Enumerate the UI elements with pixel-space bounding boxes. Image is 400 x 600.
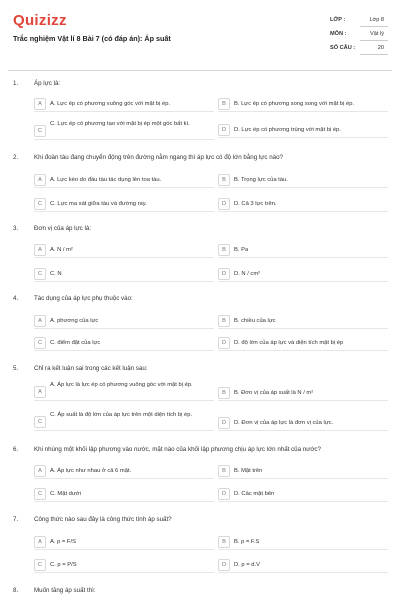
lop-value: Lớp 8 <box>369 17 384 23</box>
option-a[interactable]: A A. p = F/S <box>34 534 214 550</box>
question-text: Tác dụng của áp lực phụ thuộc vào: <box>34 295 133 302</box>
question-number: 1. <box>13 80 19 87</box>
option-b[interactable]: B B. Mặt trên <box>218 463 388 479</box>
option-b[interactable]: B B. p = F.S <box>218 534 388 550</box>
option-d[interactable]: D D. p = d.V <box>218 557 388 573</box>
header <box>0 0 400 72</box>
option-d[interactable]: D D. Các mặt bên <box>218 486 388 502</box>
option-a[interactable]: A A. Áp lực như nhau ở cả 6 mặt. <box>34 463 214 479</box>
question-number: 7. <box>13 516 19 523</box>
option-c[interactable]: C C. Áp suất là độ lớn của áp lực trên một diện tích bị ép. <box>34 411 214 431</box>
option-a[interactable]: A A. Lực kéo do đầu tàu tác dụng lên toa tàu. <box>34 172 214 188</box>
option-d[interactable]: D D. N / cm² <box>218 266 388 282</box>
page-title: Trắc nghiệm Vật lí 8 Bài 7 (có đáp án): Áp suất <box>13 34 171 43</box>
question-text: Khi đoàn tàu đang chuyển động trên đường nằm ngang thì áp lực có độ lớn bằng lực nào? <box>34 154 283 161</box>
option-b[interactable]: B B. Pa <box>218 242 388 258</box>
option-b[interactable]: B B. Lực ép có phương song song với mặt bị ép. <box>218 96 388 112</box>
option-a[interactable]: A A. phương của lực <box>34 313 214 329</box>
option-a[interactable]: A A. Lực ép có phương vuông góc với mặt bị ép. <box>34 96 214 112</box>
quizizz-logo: Quizizz <box>13 12 67 29</box>
question-text: Đơn vị của áp lực là: <box>34 225 92 232</box>
option-a[interactable]: A A. N / m² <box>34 242 214 258</box>
option-a[interactable]: A A. Áp lực là lực ép có phương vuông góc với mặt bị ép. <box>34 381 214 401</box>
option-c[interactable]: C C. Mặt dưới <box>34 486 214 502</box>
option-c[interactable]: C C. Lực ma sát giữa tàu và đường ray. <box>34 196 214 212</box>
question-text: Công thức nào sau đây là công thức tính áp suất? <box>34 516 172 523</box>
option-d[interactable]: D D. độ lớn của áp lực và diện tích mặt bị ép <box>218 335 388 351</box>
socau-label: SỐ CÂU : <box>330 45 356 51</box>
socau-value: 20 <box>377 45 384 51</box>
question-text: Áp lực là: <box>34 80 61 87</box>
question-number: 2. <box>13 154 19 161</box>
mon-label: MÔN : <box>330 31 347 37</box>
mon-value: Vật lý <box>370 31 384 37</box>
question-number: 5. <box>13 365 19 372</box>
option-c[interactable]: C C. Lực ép có phương tạo với mặt bị ép một góc bất kì. <box>34 120 214 140</box>
question-number: 3. <box>13 225 19 232</box>
option-d[interactable]: D D. Đơn vị của áp lực là đơn vị của lực. <box>218 415 388 431</box>
question-text: Chỉ ra kết luận sai trong các kết luận sau: <box>34 365 148 372</box>
question-number: 4. <box>13 295 19 302</box>
option-c[interactable]: C C. điểm đặt của lực <box>34 335 214 351</box>
header-divider <box>8 70 392 71</box>
question-number: 6. <box>13 446 19 453</box>
option-c[interactable]: C C. N <box>34 266 214 282</box>
question-text: Muốn tăng áp suất thì: <box>34 587 96 594</box>
option-b[interactable]: B B. chiều của lực <box>218 313 388 329</box>
option-b[interactable]: B B. Trọng lực của tàu. <box>218 172 388 188</box>
option-b[interactable]: B B. Đơn vị của áp suất là N / m² <box>218 385 388 401</box>
option-c[interactable]: C C. p = P/S <box>34 557 214 573</box>
option-d[interactable]: D D. Cả 3 lực trên. <box>218 196 388 212</box>
option-d[interactable]: D D. Lực ép có phương trùng với mặt bị ép. <box>218 122 388 138</box>
question-text: Khi nhúng một khối lập phương vào nước, mặt nào của khối lập phương chịu áp lực lớn nhất của nước? <box>34 446 321 453</box>
question-number: 8. <box>13 587 19 594</box>
lop-label: LỚP : <box>330 17 346 23</box>
